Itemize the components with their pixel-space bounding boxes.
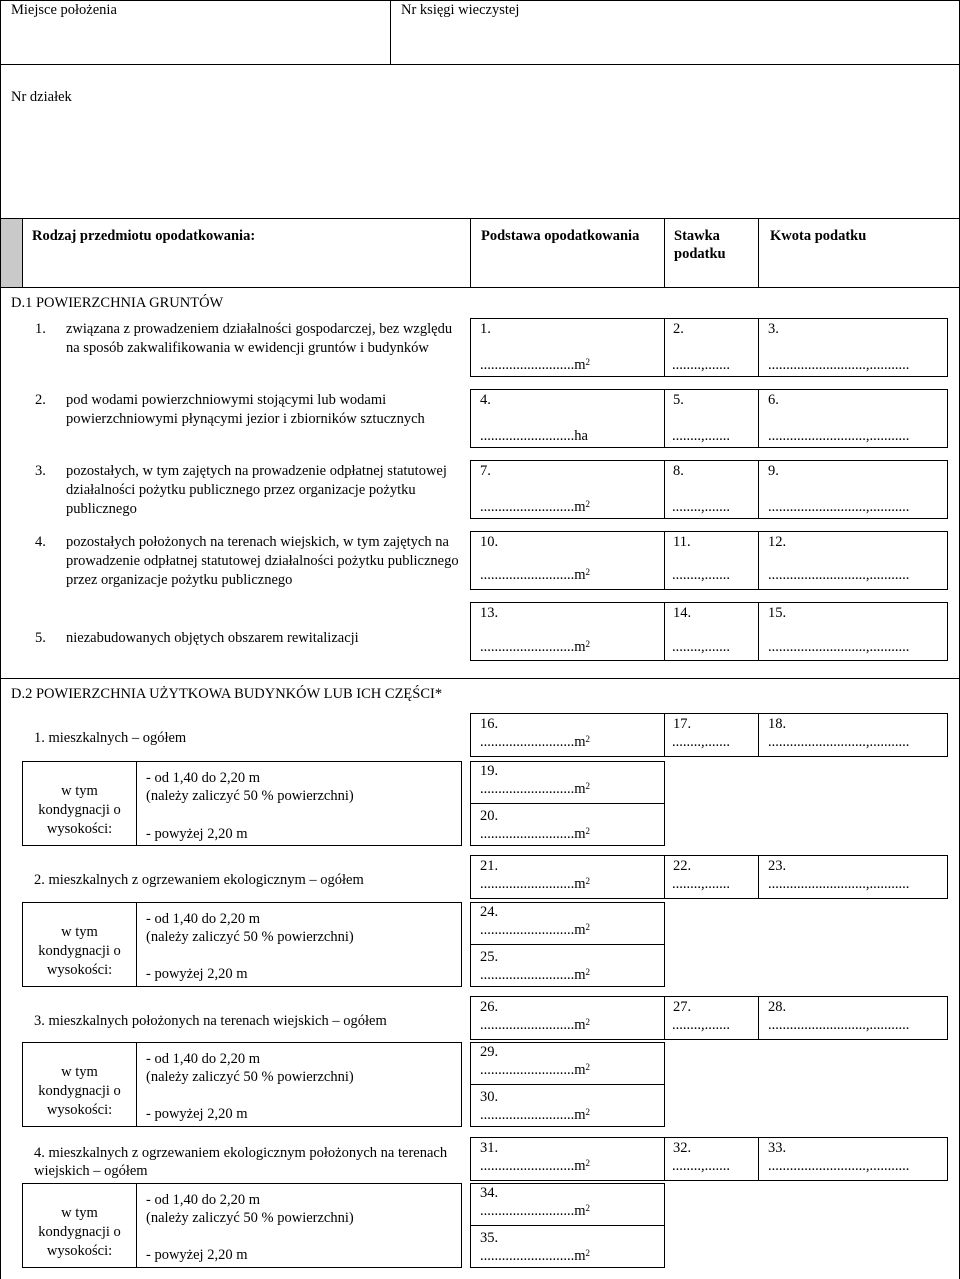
d2-group-4-label-2: wiejskich – ogółem (34, 1163, 148, 1179)
d1-row-2-label: pod wodami powierzchniowymi stojącymi lub wodami powierzchniowymi płynącymi jezior i zbiorników sztucznych (66, 392, 425, 427)
d1-row-4-number: 4. (35, 534, 46, 550)
d1-row-1-number: 1. (35, 321, 46, 337)
d2-group-2-label: 2. mieszkalnych z ogrzewaniem ekologicznym – ogółem (34, 872, 364, 888)
section-d2-title: D.2 POWIERZCHNIA UŻYTKOWA BUDYNKÓW LUB ICH CZĘŚCI* (11, 686, 443, 702)
d1-row-3-label: pozostałych, w tym zajętych na prowadzenie odpłatnej statutowej działalności pożytku publicznego przez organizacje pożytku publicznego (66, 463, 447, 517)
plots-label: Nr działek (11, 89, 72, 105)
d1-row-2-number: 2. (35, 392, 46, 408)
land-register-label: Nr księgi wieczystej (401, 2, 520, 18)
column-amount-header: Kwota podatku (770, 228, 867, 244)
d1-row-5-number: 5. (35, 630, 46, 646)
location-label: Miejsce położenia (11, 2, 117, 18)
column-basis-header: Podstawa opodatkowania (481, 228, 640, 244)
column-rate-header-2: podatku (674, 246, 726, 262)
d1-row-1-label: związana z prowadzeniem działalności gospodarczej, bez względu na sposób zakwalifikowania w ewidencji gruntów i budynków (66, 321, 453, 356)
column-subject-header: Rodzaj przedmiotu opodatkowania: (32, 228, 256, 244)
d2-group-3-label: 3. mieszkalnych położonych na terenach wiejskich – ogółem (34, 1013, 387, 1029)
d1-row-5-label: niezabudowanych objętych obszarem rewitalizacji (66, 630, 359, 646)
d1-row-4-label: pozostałych położonych na terenach wiejskich, w tym zajętych na prowadzenie odpłatnej statutowej działalności pożytku publicznego przez organizacje pożytku publicznego (66, 534, 459, 588)
plots-field[interactable] (0, 64, 960, 219)
d2-group-4-label-1: 4. mieszkalnych z ogrzewaniem ekologicznym położonych na terenach (34, 1145, 448, 1161)
d1-row-3-number: 3. (35, 463, 46, 479)
section-d1-title: D.1 POWIERZCHNIA GRUNTÓW (11, 295, 224, 311)
column-header-left-shade (1, 219, 22, 287)
column-rate-header-1: Stawka (674, 228, 720, 244)
d2-group-1-label: 1. mieszkalnych – ogółem (34, 730, 187, 746)
